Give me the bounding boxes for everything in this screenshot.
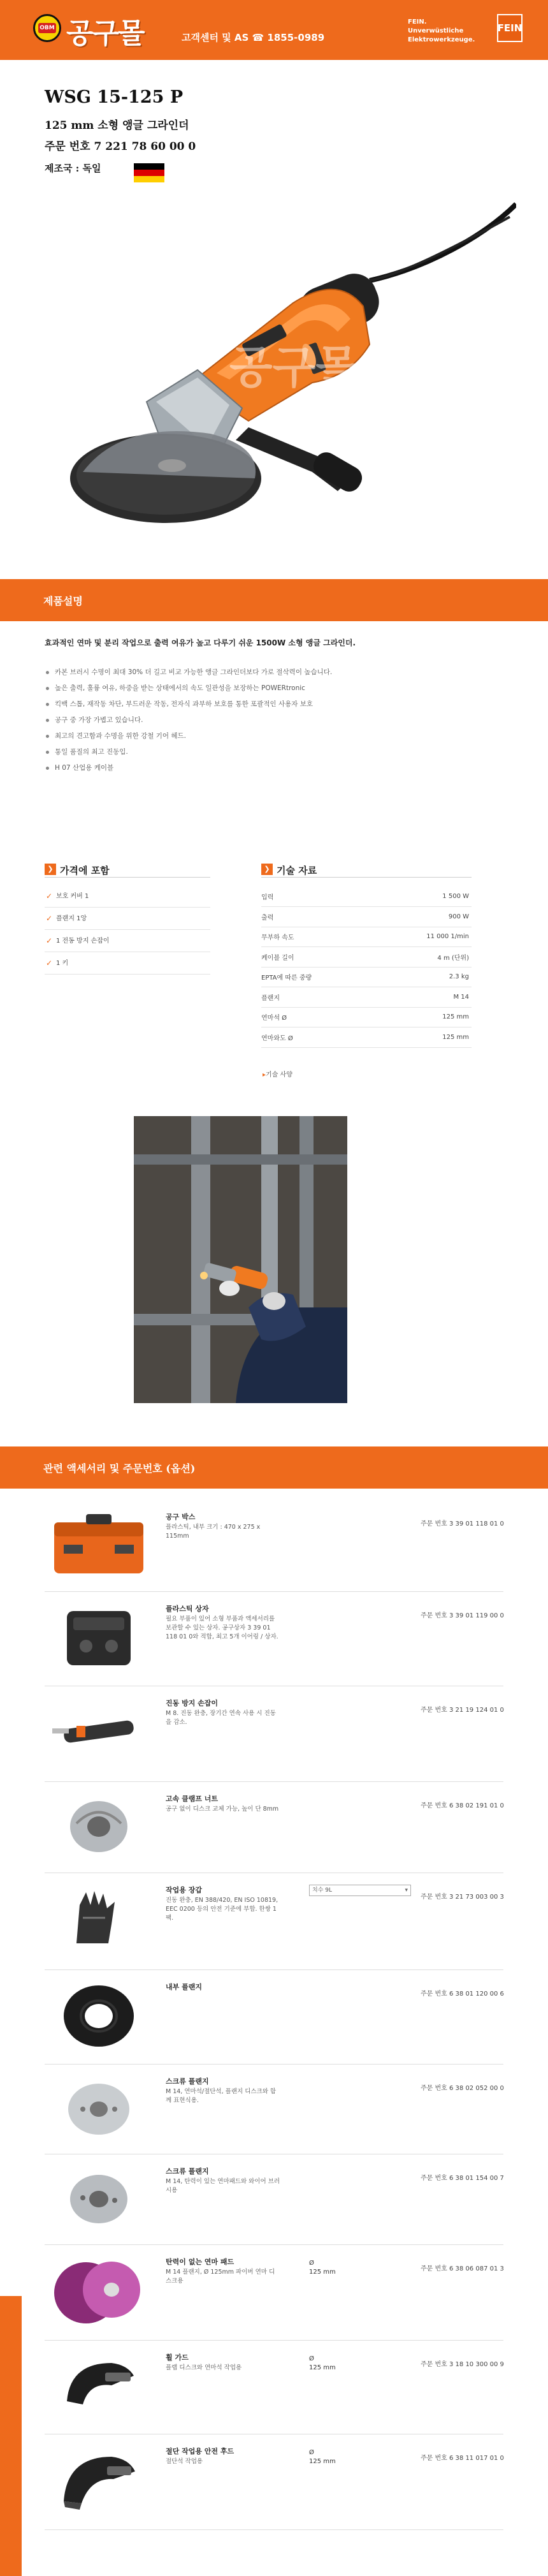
accessory-order-number: 주문 번호 3 39 01 118 01 0 xyxy=(421,1520,504,1527)
spec-value: 125 mm xyxy=(372,1027,472,1048)
customer-service-contact: 고객센터 및 AS ☎ 1855-0989 xyxy=(182,32,325,43)
description-section-header xyxy=(0,579,548,621)
list-item: 높은 출력, 훌륭 여유, 하중을 받는 상태에서의 속도 일관성을 보장하는 POWERtronic xyxy=(45,684,376,693)
accessory-name: 작업용 장갑 xyxy=(166,1886,202,1894)
tech-specs-link[interactable]: ▸ 기술 사양 xyxy=(263,1069,292,1078)
list-item: ✓ 보호 커버 1 xyxy=(45,885,210,908)
table-row xyxy=(261,967,472,987)
spec-label: 무부하 속도 xyxy=(261,927,372,947)
arrow-icon: ❯ xyxy=(45,864,56,875)
accessory-order-number: 주문 번호 6 38 02 052 00 0 xyxy=(421,2085,504,2092)
accessory-desc: 공구 없이 디스크 교체 가능, 높이 단 8mm xyxy=(166,1806,279,1813)
specs-header xyxy=(261,864,472,878)
screw-flange-image xyxy=(51,2071,147,2147)
spec-label: 플랜지 xyxy=(261,987,372,1008)
accessory-desc: M 14, 연마석/절단석, 플랜지 디스크와 함께 표현식용. xyxy=(166,2088,277,2104)
accessory-desc: 플랩 디스크와 연마석 작업용 xyxy=(166,2364,242,2371)
spec-value: 1 500 W xyxy=(372,887,472,907)
list-item: 최고의 견고함과 수명을 위한 강철 기어 헤드. xyxy=(45,732,376,741)
accessory-size: Ø 125 mm xyxy=(309,2449,336,2465)
spec-label: 연마와도 Ø xyxy=(261,1027,372,1048)
accessory-order-number: 주문 번호 3 18 10 300 00 9 xyxy=(421,2361,504,2368)
list-item xyxy=(45,2245,503,2341)
badge-text: OBM xyxy=(38,23,55,33)
plastic-case-image xyxy=(51,1598,147,1675)
accessory-name: 스크류 플랜지 xyxy=(166,2077,209,2086)
list-item xyxy=(45,2341,503,2434)
list-item: ✓ 1 키 xyxy=(45,952,210,975)
accessory-name: 휠 가드 xyxy=(166,2353,189,2362)
backing-pad-image xyxy=(51,2251,147,2328)
accessory-size: Ø 125 mm xyxy=(309,2260,336,2276)
table-row xyxy=(261,1007,472,1027)
table-row xyxy=(261,947,472,968)
list-item xyxy=(45,1970,503,2064)
list-item: 통일 품질의 최고 진동입. xyxy=(45,747,376,757)
spec-label: EPTA에 따른 중량 xyxy=(261,967,372,987)
feature-list xyxy=(45,668,376,779)
list-item xyxy=(45,1782,503,1873)
fein-logo: FEIN xyxy=(497,14,523,42)
anti-vibration-handle-image xyxy=(51,1693,147,1769)
table-row xyxy=(261,987,472,1008)
spec-value: 11 000 1/min xyxy=(372,927,472,947)
table-row xyxy=(261,1027,472,1048)
product-model: WSG 15-125 P xyxy=(45,87,184,107)
accessory-desc: 플라스틱, 내부 크기 : 470 x 275 x 115mm xyxy=(166,1524,261,1540)
watermark: 공구몰 xyxy=(229,341,359,394)
wheel-guard-image xyxy=(51,2347,147,2424)
fein-tagline-line-2: Elektrowerkzeuge. xyxy=(408,36,475,43)
accessory-name: 절단 작업용 안전 후드 xyxy=(166,2447,234,2455)
spec-value: 2.3 kg xyxy=(372,967,472,987)
accessory-size: Ø 125 mm xyxy=(309,2355,336,2371)
list-item xyxy=(45,2154,503,2245)
list-item: 킥백 스톱, 재작동 차단, 부드러운 작동, 전자식 과부하 보호를 통한 포괄적인 사용자 보호 xyxy=(45,700,376,709)
list-item: H 07 산업용 케이블 xyxy=(45,763,376,773)
specs-table xyxy=(261,887,472,1048)
top-banner xyxy=(0,0,548,60)
accessory-desc: 진동 완충, EN 388/420, EN ISO 10819, EEC 0200 등의 안전 기준에 부합. 한쌍 1팩. xyxy=(166,1897,278,1922)
product-order-number: 주문 번호 7 221 78 60 00 0 xyxy=(45,140,196,153)
inner-flange-image xyxy=(51,1976,147,2053)
list-item: 카본 브러시 수명이 최대 30% 더 길고 비교 가능한 앵글 그라인더보다 가로 절삭력이 높습니다. xyxy=(45,668,376,677)
product-subtitle: 125 mm 소형 앵글 그라인더 xyxy=(45,119,189,132)
list-item: 공구 중 가장 가볍고 있습니다. xyxy=(45,716,376,725)
screw-flange-image xyxy=(51,2161,147,2237)
work-gloves-image xyxy=(51,1880,147,1956)
arrow-icon: ❯ xyxy=(261,864,273,875)
store-logo-text[interactable]: 공구몰 xyxy=(66,17,144,50)
accessory-name: 내부 플랜지 xyxy=(166,1983,202,1991)
spec-label: 연마석 Ø xyxy=(261,1007,372,1027)
accessories-section-header xyxy=(0,1446,548,1489)
product-intro: 효과적인 연마 및 분리 작업으로 출력 여유가 높고 다루기 쉬운 1500W 소형 앵글 그라인더. xyxy=(45,638,356,647)
safety-hood-image xyxy=(51,2441,147,2517)
accessory-order-number: 주문 번호 6 38 06 087 01 3 xyxy=(421,2265,504,2272)
included-title: 가격에 포함 xyxy=(60,865,110,876)
accessory-desc: 절단석 작업용 xyxy=(166,2458,203,2465)
accessory-order-number: 주문 번호 6 38 11 017 01 0 xyxy=(421,2455,504,2462)
country-of-origin: 제조국 : 독일 xyxy=(45,163,101,174)
list-item xyxy=(45,1500,503,1592)
accessory-desc: 필요 부품이 있어 소형 부품과 액세서리를 보관할 수 있는 상자. 공구상자 3 39 01 118 01 0와 적합, 최고 5개 이어링 / 상자. xyxy=(166,1616,278,1640)
list-item xyxy=(45,2434,503,2530)
angle-grinder-image xyxy=(70,191,516,548)
list-item xyxy=(45,2064,503,2154)
size-select[interactable]: 치수 9L ▾ xyxy=(309,1885,411,1896)
spec-value: 900 W xyxy=(372,907,472,927)
fein-tagline-line-1: FEIN. Unverwüstliche xyxy=(408,18,464,34)
spec-label: 출력 xyxy=(261,907,372,927)
included-items-list xyxy=(45,885,210,975)
germany-flag-icon xyxy=(134,163,164,182)
accessory-desc: M 14 플랜지, Ø 125mm 파이버 연마 디스크용 xyxy=(166,2269,275,2285)
accessory-name: 탄력이 없는 연마 패드 xyxy=(166,2258,234,2266)
accessory-order-number: 주문 번호 3 21 19 124 01 0 xyxy=(421,1707,504,1714)
accessory-name: 진동 방지 손잡이 xyxy=(166,1699,219,1707)
side-decoration xyxy=(0,2296,22,2576)
accessory-name: 고속 클램프 너트 xyxy=(166,1795,219,1803)
accessory-order-number: 주문 번호 3 21 73 003 00 3 xyxy=(421,1894,504,1901)
spec-label: 케이블 길이 xyxy=(261,947,372,968)
accessories-section-title: 관련 액세서리 및 주문번호 (옵션) xyxy=(43,1462,196,1475)
spec-value: M 14 xyxy=(372,987,472,1008)
table-row xyxy=(261,907,472,927)
accessory-name: 플라스틱 상자 xyxy=(166,1605,209,1613)
specs-title: 기술 자료 xyxy=(277,865,317,876)
list-item xyxy=(45,1592,503,1686)
spec-value: 125 mm xyxy=(372,1007,472,1027)
accessory-order-number: 주문 번호 6 38 01 120 00 6 xyxy=(421,1991,504,1998)
accessory-desc: M 8. 진동 완충, 장기간 연속 사용 시 진동을 감소. xyxy=(166,1710,276,1726)
description-section-title: 제품설명 xyxy=(43,595,83,607)
fein-tagline xyxy=(408,18,484,45)
spec-label: 입력 xyxy=(261,887,372,907)
included-header xyxy=(45,864,210,878)
quick-clamp-nut-image xyxy=(51,1788,147,1865)
spec-value: 4 m (단위) xyxy=(372,947,472,968)
usage-photo xyxy=(134,1116,347,1403)
accessory-order-number: 주문 번호 6 38 02 191 01 0 xyxy=(421,1802,504,1809)
accessory-order-number: 주문 번호 3 39 01 119 00 0 xyxy=(421,1612,504,1619)
tool-box-image xyxy=(51,1506,147,1583)
accessory-name: 스크류 플랜지 xyxy=(166,2167,209,2175)
accessory-desc: M 14, 탄력이 있는 연마패드와 와이어 브러시용 xyxy=(166,2178,280,2194)
list-item xyxy=(45,1686,503,1782)
accessory-name: 공구 박스 xyxy=(166,1513,196,1521)
store-logo-badge[interactable] xyxy=(33,14,61,42)
table-row xyxy=(261,887,472,907)
table-row xyxy=(261,927,472,947)
accessory-order-number: 주문 번호 6 38 01 154 00 7 xyxy=(421,2175,504,2182)
list-item: ✓ 플랜지 1앙 xyxy=(45,908,210,930)
list-item xyxy=(45,1873,503,1970)
list-item: ✓ 1 전동 방지 손잡이 xyxy=(45,930,210,952)
